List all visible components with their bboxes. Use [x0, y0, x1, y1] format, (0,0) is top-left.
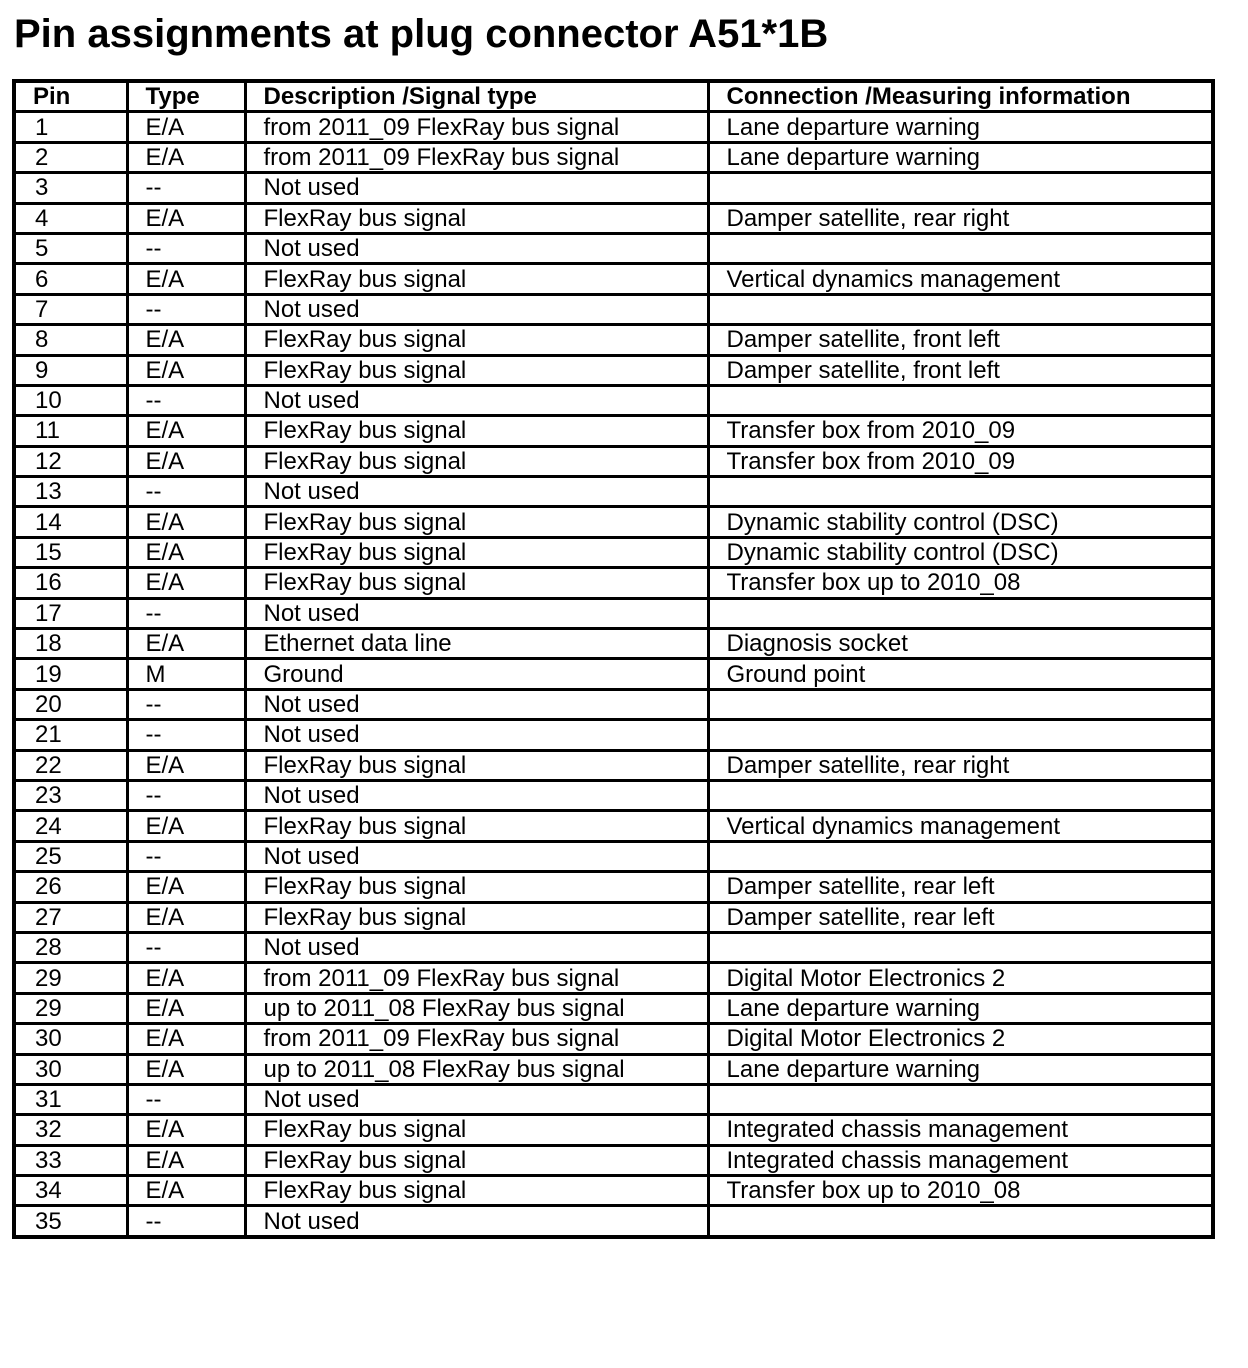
- description-cell: Not used: [245, 598, 708, 628]
- table-row: [14, 689, 1213, 719]
- type-cell: --: [127, 173, 245, 203]
- description-cell: FlexRay bus signal: [245, 203, 708, 233]
- pin-cell: 3: [14, 173, 127, 203]
- connection-cell: Damper satellite, rear left: [708, 872, 1213, 902]
- pin-cell: 18: [14, 629, 127, 659]
- connection-cell: Integrated chassis management: [708, 1115, 1213, 1145]
- type-cell: E/A: [127, 1145, 245, 1175]
- table-row: [14, 446, 1213, 476]
- pin-cell: 32: [14, 1115, 127, 1145]
- table-row: [14, 325, 1213, 355]
- connection-cell: Diagnosis socket: [708, 629, 1213, 659]
- description-cell: FlexRay bus signal: [245, 872, 708, 902]
- table-row: [14, 780, 1213, 810]
- table-row: [14, 932, 1213, 962]
- description-cell: Not used: [245, 689, 708, 719]
- table-row: [14, 902, 1213, 932]
- table-row: [14, 720, 1213, 750]
- connection-cell: Dynamic stability control (DSC): [708, 537, 1213, 567]
- table-row: [14, 294, 1213, 324]
- description-cell: Ethernet data line: [245, 629, 708, 659]
- table-row: [14, 385, 1213, 415]
- pin-cell: 2: [14, 142, 127, 172]
- description-cell: Not used: [245, 932, 708, 962]
- pin-cell: 19: [14, 659, 127, 689]
- type-cell: --: [127, 385, 245, 415]
- table-row: [14, 1176, 1213, 1206]
- description-cell: FlexRay bus signal: [245, 811, 708, 841]
- connection-cell: Ground point: [708, 659, 1213, 689]
- type-cell: E/A: [127, 629, 245, 659]
- pin-cell: 31: [14, 1084, 127, 1114]
- pin-cell: 11: [14, 416, 127, 446]
- table-row: [14, 1115, 1213, 1145]
- description-cell: Not used: [245, 477, 708, 507]
- connection-cell: Transfer box up to 2010_08: [708, 568, 1213, 598]
- connection-cell: Lane departure warning: [708, 993, 1213, 1023]
- table-row: [14, 355, 1213, 385]
- connection-cell: Damper satellite, front left: [708, 355, 1213, 385]
- pin-cell: 15: [14, 537, 127, 567]
- connection-cell: Digital Motor Electronics 2: [708, 1024, 1213, 1054]
- type-cell: E/A: [127, 112, 245, 142]
- type-cell: --: [127, 477, 245, 507]
- connection-cell: [708, 233, 1213, 263]
- table-row: [14, 811, 1213, 841]
- connection-cell: [708, 780, 1213, 810]
- connection-cell: Digital Motor Electronics 2: [708, 963, 1213, 993]
- type-cell: --: [127, 932, 245, 962]
- table-row: [14, 629, 1213, 659]
- type-cell: E/A: [127, 507, 245, 537]
- header-type: Type: [127, 81, 245, 112]
- connection-cell: Lane departure warning: [708, 112, 1213, 142]
- type-cell: --: [127, 598, 245, 628]
- description-cell: from 2011_09 FlexRay bus signal: [245, 112, 708, 142]
- table-row: [14, 203, 1213, 233]
- table-row: [14, 142, 1213, 172]
- connection-cell: [708, 173, 1213, 203]
- description-cell: Not used: [245, 233, 708, 263]
- type-cell: E/A: [127, 325, 245, 355]
- pin-cell: 13: [14, 477, 127, 507]
- table-row: [14, 1054, 1213, 1084]
- type-cell: E/A: [127, 446, 245, 476]
- type-cell: --: [127, 841, 245, 871]
- pin-cell: 24: [14, 811, 127, 841]
- pin-cell: 17: [14, 598, 127, 628]
- connection-cell: [708, 1084, 1213, 1114]
- description-cell: FlexRay bus signal: [245, 446, 708, 476]
- type-cell: --: [127, 689, 245, 719]
- type-cell: --: [127, 1206, 245, 1237]
- type-cell: E/A: [127, 902, 245, 932]
- pin-cell: 6: [14, 264, 127, 294]
- type-cell: E/A: [127, 1115, 245, 1145]
- type-cell: E/A: [127, 1176, 245, 1206]
- pin-cell: 1: [14, 112, 127, 142]
- table-row: [14, 1084, 1213, 1114]
- description-cell: up to 2011_08 FlexRay bus signal: [245, 993, 708, 1023]
- connection-cell: Damper satellite, rear left: [708, 902, 1213, 932]
- type-cell: E/A: [127, 750, 245, 780]
- table-row: [14, 112, 1213, 142]
- type-cell: E/A: [127, 203, 245, 233]
- type-cell: E/A: [127, 993, 245, 1023]
- type-cell: E/A: [127, 1024, 245, 1054]
- connection-cell: [708, 294, 1213, 324]
- pin-cell: 27: [14, 902, 127, 932]
- type-cell: E/A: [127, 811, 245, 841]
- table-row: [14, 416, 1213, 446]
- description-cell: from 2011_09 FlexRay bus signal: [245, 963, 708, 993]
- description-cell: Not used: [245, 294, 708, 324]
- type-cell: E/A: [127, 1054, 245, 1084]
- description-cell: Not used: [245, 720, 708, 750]
- table-row: [14, 1206, 1213, 1237]
- type-cell: --: [127, 294, 245, 324]
- description-cell: Not used: [245, 1206, 708, 1237]
- table-row: [14, 963, 1213, 993]
- pin-cell: 34: [14, 1176, 127, 1206]
- connection-cell: Transfer box up to 2010_08: [708, 1176, 1213, 1206]
- pin-cell: 29: [14, 993, 127, 1023]
- pin-cell: 28: [14, 932, 127, 962]
- connection-cell: Vertical dynamics management: [708, 264, 1213, 294]
- description-cell: FlexRay bus signal: [245, 325, 708, 355]
- pin-cell: 30: [14, 1024, 127, 1054]
- connection-cell: [708, 385, 1213, 415]
- description-cell: FlexRay bus signal: [245, 537, 708, 567]
- description-cell: FlexRay bus signal: [245, 750, 708, 780]
- pin-cell: 25: [14, 841, 127, 871]
- description-cell: FlexRay bus signal: [245, 355, 708, 385]
- table-row: [14, 993, 1213, 1023]
- table-row: [14, 598, 1213, 628]
- pin-cell: 8: [14, 325, 127, 355]
- pin-cell: 10: [14, 385, 127, 415]
- page-title: Pin assignments at plug connector A51*1B: [14, 12, 829, 56]
- pin-cell: 29: [14, 963, 127, 993]
- connection-cell: Integrated chassis management: [708, 1145, 1213, 1175]
- table-row: [14, 1024, 1213, 1054]
- type-cell: E/A: [127, 872, 245, 902]
- pin-cell: 16: [14, 568, 127, 598]
- type-cell: M: [127, 659, 245, 689]
- connection-cell: Vertical dynamics management: [708, 811, 1213, 841]
- description-cell: Not used: [245, 173, 708, 203]
- pin-cell: 22: [14, 750, 127, 780]
- connection-cell: [708, 598, 1213, 628]
- table-row: [14, 750, 1213, 780]
- pin-cell: 33: [14, 1145, 127, 1175]
- description-cell: Not used: [245, 841, 708, 871]
- connection-cell: Transfer box from 2010_09: [708, 446, 1213, 476]
- connection-cell: Damper satellite, front left: [708, 325, 1213, 355]
- table-row: [14, 872, 1213, 902]
- pin-cell: 35: [14, 1206, 127, 1237]
- type-cell: E/A: [127, 568, 245, 598]
- table-row: [14, 537, 1213, 567]
- pin-assignment-table: [12, 79, 1215, 1239]
- table-row: [14, 1145, 1213, 1175]
- type-cell: E/A: [127, 142, 245, 172]
- table-row: [14, 477, 1213, 507]
- header-pin: Pin: [14, 81, 127, 112]
- description-cell: from 2011_09 FlexRay bus signal: [245, 142, 708, 172]
- description-cell: Not used: [245, 1084, 708, 1114]
- type-cell: E/A: [127, 963, 245, 993]
- header-description: Description /Signal type: [245, 81, 708, 112]
- type-cell: E/A: [127, 416, 245, 446]
- description-cell: FlexRay bus signal: [245, 416, 708, 446]
- pin-cell: 5: [14, 233, 127, 263]
- pin-cell: 14: [14, 507, 127, 537]
- connection-cell: [708, 720, 1213, 750]
- pin-cell: 23: [14, 780, 127, 810]
- description-cell: FlexRay bus signal: [245, 1145, 708, 1175]
- connection-cell: Lane departure warning: [708, 142, 1213, 172]
- table-row: [14, 659, 1213, 689]
- table-row: [14, 233, 1213, 263]
- description-cell: FlexRay bus signal: [245, 902, 708, 932]
- connection-cell: Transfer box from 2010_09: [708, 416, 1213, 446]
- pin-cell: 4: [14, 203, 127, 233]
- connection-cell: [708, 689, 1213, 719]
- description-cell: from 2011_09 FlexRay bus signal: [245, 1024, 708, 1054]
- connection-cell: Damper satellite, rear right: [708, 750, 1213, 780]
- type-cell: E/A: [127, 264, 245, 294]
- description-cell: FlexRay bus signal: [245, 264, 708, 294]
- connection-cell: [708, 932, 1213, 962]
- description-cell: FlexRay bus signal: [245, 507, 708, 537]
- table-header-row: [14, 81, 1213, 112]
- description-cell: Not used: [245, 780, 708, 810]
- header-connection: Connection /Measuring information: [708, 81, 1213, 112]
- pin-cell: 30: [14, 1054, 127, 1084]
- type-cell: --: [127, 780, 245, 810]
- type-cell: E/A: [127, 355, 245, 385]
- type-cell: --: [127, 720, 245, 750]
- connection-cell: [708, 477, 1213, 507]
- pin-cell: 12: [14, 446, 127, 476]
- connection-cell: Dynamic stability control (DSC): [708, 507, 1213, 537]
- table-row: [14, 264, 1213, 294]
- pin-cell: 20: [14, 689, 127, 719]
- table-row: [14, 173, 1213, 203]
- description-cell: FlexRay bus signal: [245, 568, 708, 598]
- table-row: [14, 841, 1213, 871]
- description-cell: FlexRay bus signal: [245, 1115, 708, 1145]
- pin-cell: 26: [14, 872, 127, 902]
- connection-cell: Damper satellite, rear right: [708, 203, 1213, 233]
- description-cell: up to 2011_08 FlexRay bus signal: [245, 1054, 708, 1084]
- pin-cell: 9: [14, 355, 127, 385]
- type-cell: --: [127, 233, 245, 263]
- connection-cell: [708, 841, 1213, 871]
- type-cell: E/A: [127, 537, 245, 567]
- table-body: [14, 112, 1213, 1237]
- connection-cell: [708, 1206, 1213, 1237]
- description-cell: FlexRay bus signal: [245, 1176, 708, 1206]
- table-row: [14, 507, 1213, 537]
- description-cell: Ground: [245, 659, 708, 689]
- description-cell: Not used: [245, 385, 708, 415]
- table-row: [14, 568, 1213, 598]
- pin-cell: 7: [14, 294, 127, 324]
- type-cell: --: [127, 1084, 245, 1114]
- pin-cell: 21: [14, 720, 127, 750]
- connection-cell: Lane departure warning: [708, 1054, 1213, 1084]
